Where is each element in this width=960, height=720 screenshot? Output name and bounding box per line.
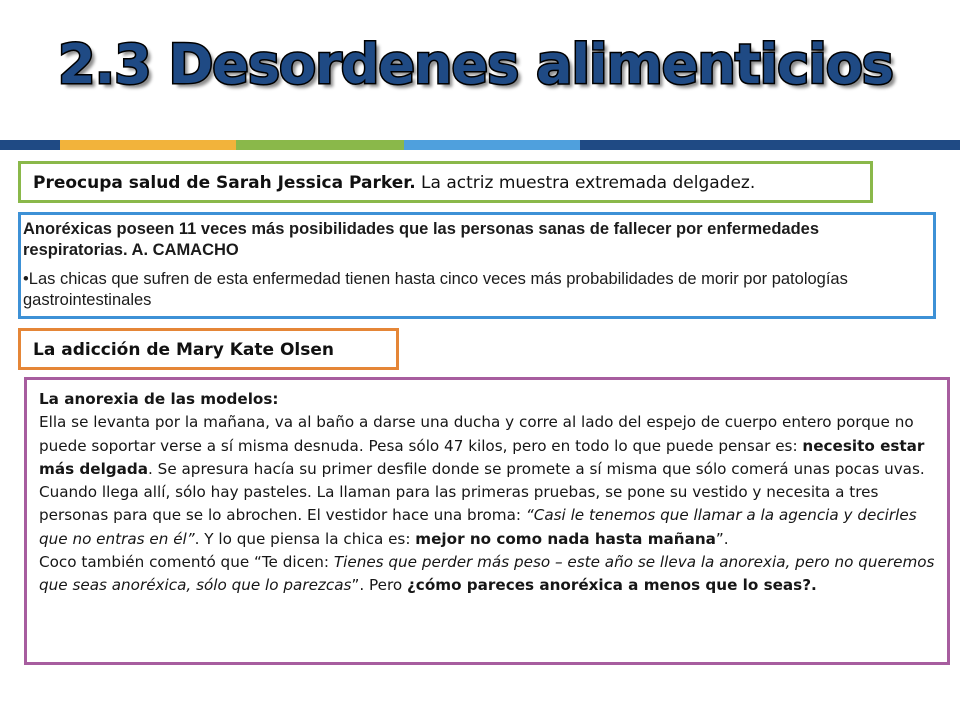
bar-segment-navy-left — [0, 140, 60, 150]
page-title: 2.3 Desordenes alimenticios — [58, 33, 893, 96]
models-anorexia-box — [24, 377, 950, 665]
bar-segment-green — [236, 140, 404, 150]
mary-kate-olsen-text: La adicción de Mary Kate Olsen — [33, 340, 335, 360]
story-text-2: . Se apresura hacía su primer desfile donde se promete a sí misma que sólo comerá unas pocas uvas. Cuando llega allí, sólo hay pasteles. La llaman para las primeras pruebas, se pone su vestido y necesita a tres personas para que se lo abrochen. El vestidor hace una broma: — [39, 459, 925, 525]
bar-segment-navy-right — [580, 140, 960, 150]
story-text-1: Ella se levanta por la mañana, va al baño a darse una ducha y corre al lado del espejo de cuerpo entero porque no puede soportar verse a sí misma desnuda. Pesa sólo 47 kilos, pero en todo lo que puede pensar es: — [39, 413, 914, 455]
decorative-color-bar — [0, 140, 960, 150]
sjp-subtext: La actriz muestra extremada delgadez. — [415, 173, 756, 193]
models-anorexia-heading: La anorexia de las modelos: — [39, 390, 279, 408]
story-quote-dresser: “Casi le tenemos que llamar a la agencia y decirles que no entras en él” — [39, 506, 917, 548]
coco-text-2: ”. Pero — [351, 576, 407, 595]
sjp-headline: Preocupa salud de Sarah Jessica Parker. — [33, 173, 416, 193]
models-anorexia-content — [39, 388, 937, 598]
statistics-respiratory: Anoréxicas poseen 11 veces más posibilidades que las personas sanas de fallecer por enfermedades respiratorias. A. CAMACHO — [23, 220, 820, 259]
coco-quote: Tienes que perder más peso – este año se lleva la anorexia, pero no queremos que seas anoréxica, sólo que lo parezcas — [39, 553, 935, 595]
models-story-paragraph — [39, 411, 937, 551]
bar-segment-yellow — [60, 140, 236, 150]
coco-paragraph — [39, 551, 937, 598]
sarah-jessica-parker-text — [33, 173, 755, 193]
story-text-4: ”. — [715, 529, 729, 548]
bar-segment-blue — [404, 140, 580, 150]
statistics-box — [18, 212, 936, 319]
coco-question: ¿cómo pareces anoréxica a menos que lo seas?. — [407, 576, 817, 595]
statistics-gastrointestinal: •Las chicas que sufren de esta enfermedad tienen hasta cinco veces más probabilidades de morir por patologías gastrointestinales — [23, 270, 848, 309]
story-text-3: . Y lo que piensa la chica es: — [194, 529, 416, 548]
story-emphasis-1: necesito estar más delgada — [39, 436, 925, 478]
coco-text-1: Coco también comentó que “Te dicen: — [39, 553, 334, 572]
sarah-jessica-parker-box — [18, 161, 873, 203]
story-emphasis-2: mejor no como nada hasta mañana — [415, 529, 716, 548]
mary-kate-olsen-box — [18, 328, 399, 370]
